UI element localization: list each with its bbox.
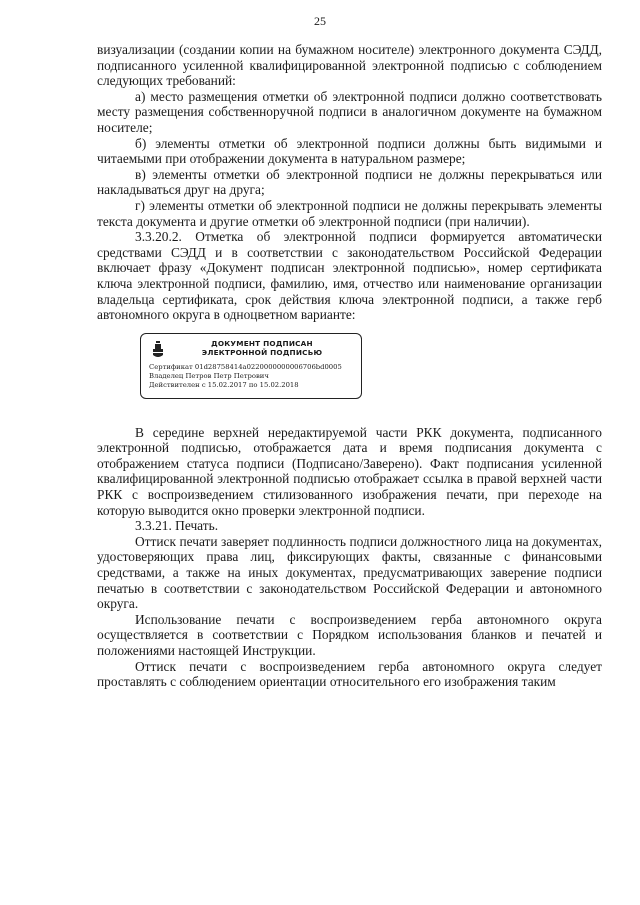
paragraph-rkk-display: В середине верхней нередактируемой части РКК документа, подписанного электронной подписью, отображается дата и время подписания документа с отображением статуса подписи (Подписано/Заверено). Факт подписания усиленной квалифицированной электронной подписью отображает ссылка в правой верхней части РКК с воспроизведением стилизованного изображения печати, при переходе на которую выводится окно проверки электронной подписи. <box>97 424 602 518</box>
paragraph-seal-orientation: Оттиск печати с воспроизведением герба автономного округа следует проставлять с соблюдением ориентации относительного его изображения таким <box>97 658 602 690</box>
paragraph-3-3-20-2: 3.3.20.2. Отметка об электронной подписи формируется автоматически средствами СЭДД и в соответствии с законодательством Российской Федерации включает фразу «Документ подписан электронной подписью», номер сертификата ключа электронной подписи, фамилию, имя, отчество или наименование организации владельца сертификата, срок действия ключа электронной подписи, а также герб автономного округа в одноцветном варианте: <box>97 229 602 323</box>
signature-stamp-area <box>97 323 602 409</box>
electronic-signature-stamp <box>140 333 362 399</box>
paragraph-visualization: визуализации (создании копии на бумажном носителе) электронного документа СЭДД, подписанного усиленной квалифицированной электронной подписью с соблюдением следующих требований: <box>97 42 602 89</box>
paragraph-requirement-b: б) элементы отметки об электронной подписи должны быть видимыми и читаемыми при отображении документа в натуральном размере; <box>97 135 602 167</box>
paragraph-requirement-g: г) элементы отметки об электронной подписи не должны перекрывать элементы текста документа и другие отметки об электронной подписи (при наличии). <box>97 197 602 229</box>
paragraph-seal-imprint: Оттиск печати заверяет подлинность подписи должностного лица на документах, удостоверяющих права лиц, фиксирующих факты, связанные с финансовыми средствами, а также на иных документах, предусматривающих заверение подписи печатью в соответствии с законодательством Российской Федерации и автономного округа. <box>97 533 602 612</box>
paragraph-requirement-v: в) элементы отметки об электронной подписи не должны перекрываться или накладываться друг на друга; <box>97 166 602 198</box>
stamp-validity: Действителен с 15.02.2017 по 15.02.2018 <box>149 380 299 389</box>
coat-of-arms-icon <box>151 340 165 360</box>
body-text-top <box>97 42 602 690</box>
stamp-title-line1: ДОКУМЕНТ ПОДПИСАН <box>211 338 313 348</box>
page-number: 25 <box>314 14 326 28</box>
paragraph-requirement-a: а) место размещения отметки об электронной подписи должно соответствовать месту размещения собственноручной подписи в аналогичном документе на бумажном носителе; <box>97 88 602 135</box>
paragraph-seal-usage: Использование печати с воспроизведением герба автономного округа осуществляется в соответствии с Порядком использования бланков и печатей и положениями настоящей Инструкции. <box>97 611 602 658</box>
stamp-certificate: Сертификат 01d28758414a0220000000006706bd0005 <box>149 362 342 371</box>
stamp-owner: Владелец Петров Петр Петрович <box>149 371 269 380</box>
stamp-title-line2: ЭЛЕКТРОННОЙ ПОДПИСЬЮ <box>201 347 323 357</box>
section-3-3-21-heading: 3.3.21. Печать. <box>135 518 219 534</box>
